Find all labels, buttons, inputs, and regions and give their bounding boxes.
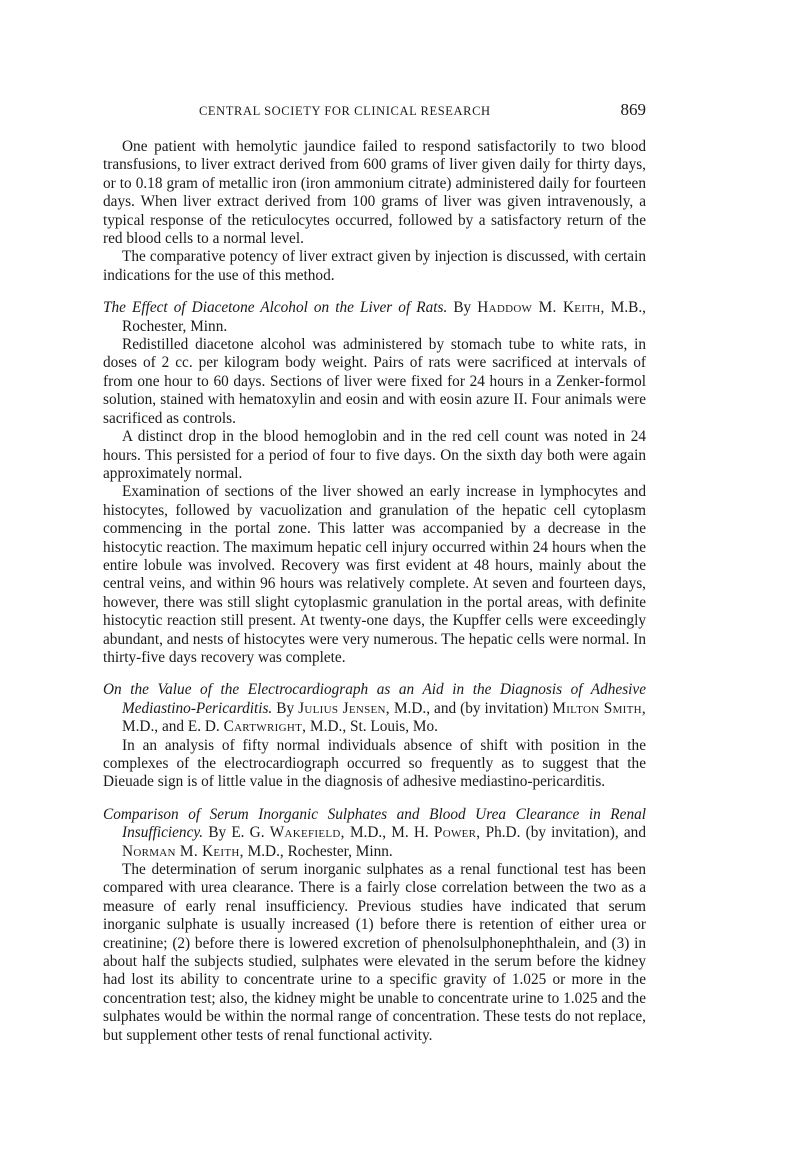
- byline-affiliation: M.D., St. Louis, Mo.: [310, 718, 438, 736]
- body-paragraph: One patient with hemolytic jaundice failed to respond satisfactorily to two blood transfusions, to liver extract derived from 600 grams of liver given daily for thirty days, or to 0.18 gram of metallic iron (iron ammonium citrate) administered daily for fourteen days. When liver extract derived from 100 grams of liver was given intravenously, a typical response of the reticulocytes occurred, followed by a satisfactory return of the red blood cells to a normal level.: [103, 138, 646, 248]
- abstract-electrocardiograph: [103, 681, 646, 791]
- body-paragraph: Examination of sections of the liver showed an early increase in lymphocytes and histocytes, followed by vacuolization and granulation of the hepatic cell cytoplasm commencing in the portal zone. This latter was accompanied by a decrease in the histocytic reaction. The maximum hepatic cell injury occurred within 24 hours when the entire lobule was involved. Recovery was first evident at 48 hours, mainly about the central veins, and within 96 hours was relatively complete. At seven and fourteen days, however, there was still slight cytoplasmic granulation in the portal areas, with definite histocytic reaction still present. At twenty-one days, the Kupffer cells were exceedingly abundant, and nests of histocytes were very numerous. The hepatic cells were normal. In thirty-five days recovery was complete.: [103, 483, 646, 666]
- page-number: 869: [620, 100, 646, 119]
- continuation-section: [103, 138, 646, 285]
- abstract-heading: [103, 299, 646, 336]
- running-head: [103, 100, 646, 124]
- byline-text: M.D., and (by invitation): [393, 699, 549, 717]
- body-paragraph: The determination of serum inorganic sulphates as a renal functional test has been compared with urea clearance. There is a fairly close correlation between the two as a measure of early renal insufficiency. Previous studies have indicated that serum inorganic sulphate is usually increased (1) before there is retention of either urea or creatinine; (2) before there is lowered excretion of phenolsulphonephthalein, and (3) in about half the subjects studied, sulphates were elevated in the serum before the kidney had lost its ability to concentrate urine to a specific gravity of 1.025 or more in the concentration test; also, the kidney might be unable to concentrate urine to 1.025 and the sulphates would be within the normal range of concentration. These tests do not replace, but supplement other tests of renal functional activity.: [103, 861, 646, 1044]
- abstract-diacetone: [103, 299, 646, 667]
- author-name: Norman M. Keith,: [122, 842, 244, 860]
- abstract-sulphates: [103, 806, 646, 1045]
- abstract-title: Comparison of Serum Inorganic Sulphates and Blood Urea Clearance in Renal Insufficiency.: [103, 805, 646, 842]
- author-name: Haddow M. Keith,: [477, 299, 605, 317]
- author-name: Wakefield,: [269, 824, 345, 842]
- body-paragraph: A distinct drop in the blood hemoglobin and in the red cell count was noted in 24 hours. This persisted for a period of four to five days. On the sixth day both were again approximately normal.: [103, 428, 646, 482]
- body-paragraph: The comparative potency of liver extract given by injection is discussed, with certain indications for the use of this method.: [103, 248, 646, 284]
- byline-by: By E. G.: [208, 824, 265, 842]
- author-name: Cartwright,: [223, 718, 307, 736]
- byline-by: By: [276, 699, 295, 717]
- body-paragraph: Redistilled diacetone alcohol was administered by stomach tube to white rats, in doses of 2 cc. per kilogram body weight. Pairs of rats were sacrificed at intervals of from one hour to 60 days. Sections of liver were fixed for 24 hours in a Zenker-formol solution, stained with hematoxylin and eosin and with eosin azure II. Four animals were sacrificed as controls.: [103, 336, 646, 427]
- byline-affiliation: M.D., Rochester, Minn.: [247, 842, 393, 860]
- byline-by: By: [453, 299, 472, 317]
- abstract-heading: [103, 806, 646, 861]
- byline-affiliation: M.B., Rochester, Minn.: [122, 299, 646, 335]
- author-name: Julius Jensen,: [298, 699, 390, 717]
- abstract-title: On the Value of the Electrocardiograph as an Aid in the Diagnosis of Adhesive Mediastino-Pericarditis.: [103, 681, 646, 717]
- running-title: CENTRAL SOCIETY FOR CLINICAL RESEARCH: [199, 104, 491, 118]
- byline-text: Ph.D. (by invitation), and: [485, 824, 646, 842]
- journal-page: [103, 100, 646, 1045]
- author-name: Power,: [433, 824, 481, 842]
- body-paragraph: In an analysis of fifty normal individuals absence of shift with position in the complexes of the electrocardiograph occurred so frequently as to suggest that the Dieuade sign is of little value in the diagnosis of adhesive mediastino-pericarditis.: [103, 736, 646, 791]
- byline-text: M.D., and E. D.: [122, 718, 220, 736]
- abstract-heading: [103, 681, 646, 736]
- byline-text: M.D., M. H.: [349, 824, 429, 842]
- abstract-title: The Effect of Diacetone Alcohol on the Liver of Rats.: [103, 299, 448, 317]
- author-name: Milton Smith,: [552, 699, 647, 717]
